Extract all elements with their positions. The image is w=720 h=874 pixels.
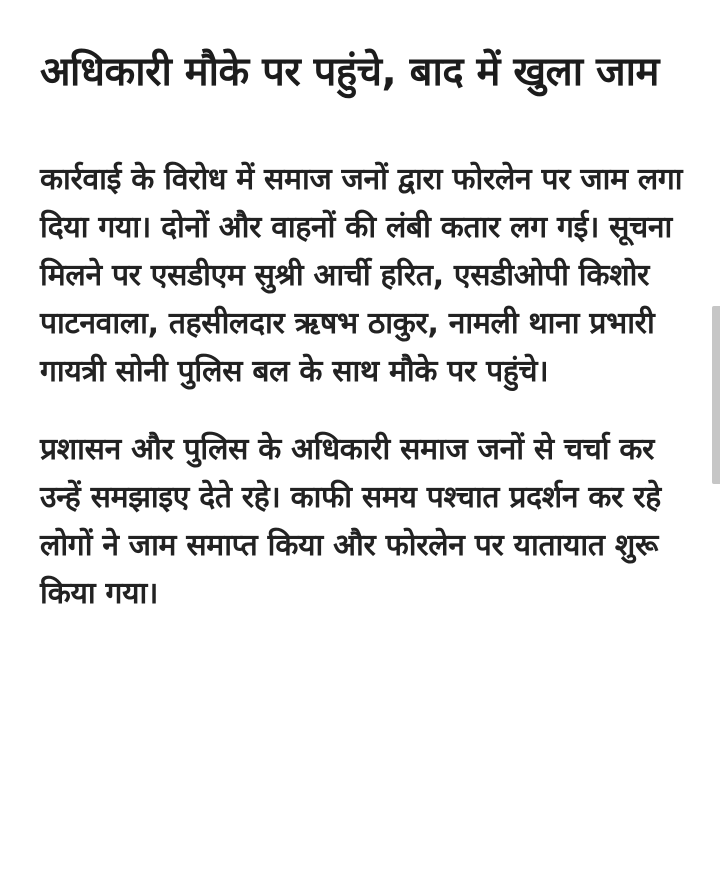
article-paragraph: कार्रवाई के विरोध में समाज जनों द्वारा फोरलेन पर जाम लगा दिया गया। दोनों और वाहनों की लंबी कतार लग गई। सूचना मिलने पर एसडीएम सुश्री आर्ची हरित, एसडीओपी किशोर पाटनवाला, तहसीलदार ऋषभ ठाकुर, नामली थाना प्रभारी गायत्री सोनी पुलिस बल के साथ मौके पर पहुंचे। [40,162,683,389]
scrollbar-thumb[interactable] [712,306,720,484]
article-headline: अधिकारी मौके पर पहुंचे, बाद में खुला जाम [40,49,659,95]
article [40,40,690,648]
article-paragraph: प्रशासन और पुलिस के अधिकारी समाज जनों से चर्चा कर उन्हें समझाइए देते रहे। काफी समय पश्चात प्रदर्शन कर रहे लोगों ने जाम समाप्त किया और फोरलेन पर यातायात शुरू किया गया। [40,432,661,611]
